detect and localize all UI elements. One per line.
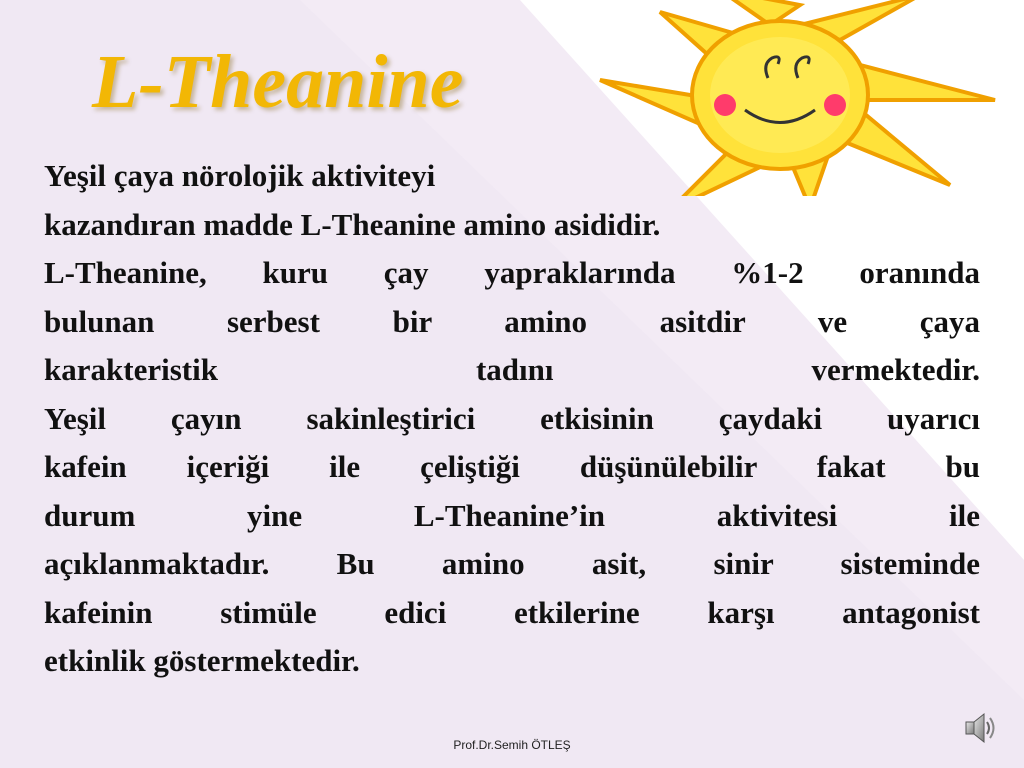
body-line: durum yine L-Theanine’in aktivitesi ile xyxy=(44,497,980,533)
body-line: L-Theanine, kuru çay yapraklarında %1-2 oranında xyxy=(44,255,980,290)
slide-body-text xyxy=(44,152,980,686)
body-line: karakteristik tadını vermektedir. xyxy=(44,352,980,387)
body-line: kafeinin stimüle edici etkilerine karşı antagonist xyxy=(44,594,980,630)
body-line: açıklanmaktadır. Bu amino asit, sinir sisteminde xyxy=(44,546,980,581)
body-line: bulunan serbest bir amino asitdir ve çaya xyxy=(44,303,980,339)
body-line: kazandıran madde L-Theanine amino asididir. xyxy=(44,206,661,242)
body-line: Yeşil çayın sakinleştirici etkisinin çaydaki uyarıcı xyxy=(44,400,980,436)
body-line: Yeşil çaya nörolojik aktiviteyi xyxy=(44,158,436,193)
body-line: etkinlik göstermektedir. xyxy=(44,643,360,678)
body-line: kafein içeriği ile çeliştiği düşünülebilir fakat bu xyxy=(44,449,980,484)
speaker-icon[interactable] xyxy=(962,708,998,748)
slide-title: L-Theanine xyxy=(92,40,464,124)
footer-author: Prof.Dr.Semih ÖTLEŞ xyxy=(453,738,571,752)
